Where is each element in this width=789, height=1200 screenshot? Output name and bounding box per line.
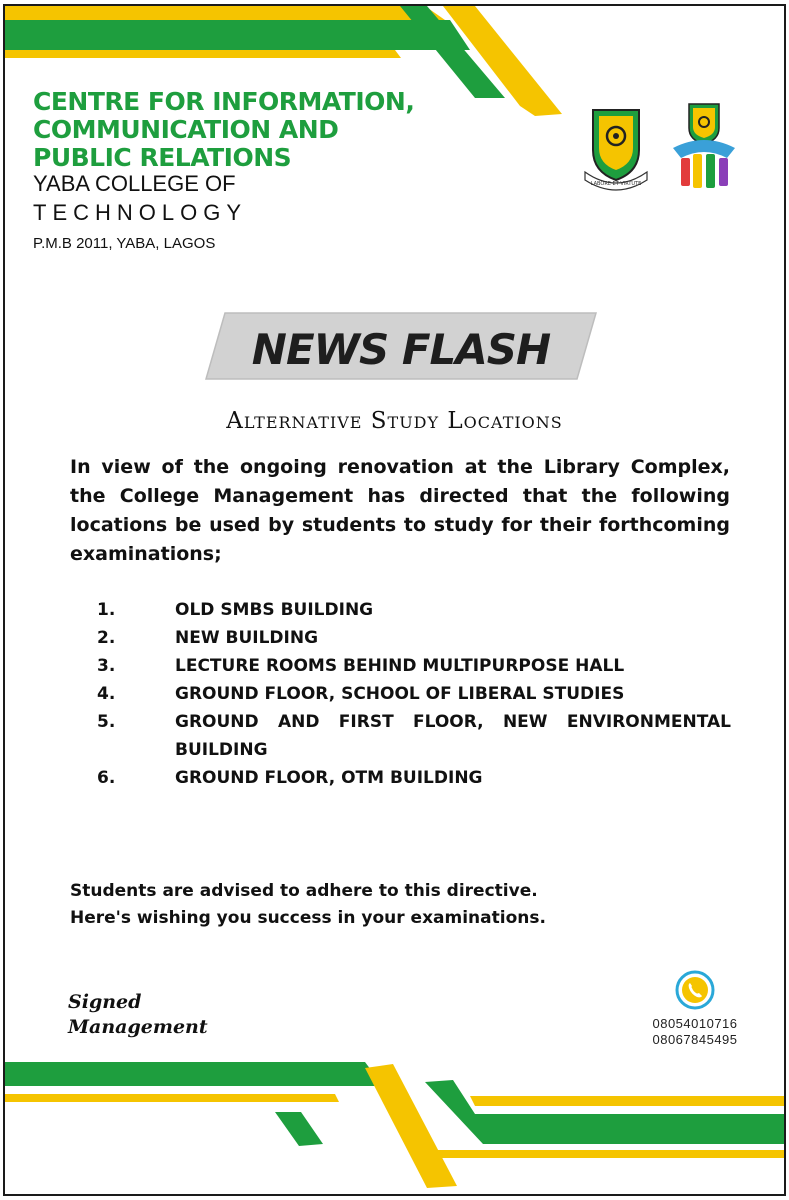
phone-number-2[interactable]: 08067845495 [652, 1032, 738, 1047]
list-item [97, 652, 731, 680]
notice-intro: In view of the ongoing renovation at the Library Complex, the College Management has directed that the following locations be used by students to study for their forthcoming examinations; [70, 456, 730, 565]
crest-motto: LABORE ET VIRTUTE [590, 181, 642, 187]
signature-block [68, 990, 208, 1040]
list-item-number: 5. [97, 712, 116, 732]
list-item-text: LECTURE ROOMS BEHIND MULTIPURPOSE HALL [175, 656, 625, 676]
list-item-text: GROUND AND FIRST FLOOR, NEW ENVIRONMENTAL BUILDING [175, 712, 731, 760]
list-item-number: 6. [97, 768, 116, 788]
phone-number-1[interactable]: 08054010716 [652, 1016, 738, 1031]
notice-heading: Alternative Study Locations [226, 408, 563, 434]
college-logos [577, 102, 747, 196]
list-item-number: 2. [97, 628, 116, 648]
centre-title: CENTRE FOR INFORMATION, COMMUNICATION AND PUBLIC RELATIONS [33, 87, 415, 172]
signature-line-2: Management [68, 1016, 208, 1038]
list-item-number: 3. [97, 656, 116, 676]
list-item-number: 1. [97, 600, 116, 620]
contact-block [625, 970, 765, 1048]
page-frame [3, 4, 786, 1196]
list-item [97, 680, 731, 708]
closing-remarks [70, 878, 730, 932]
list-item-text: GROUND FLOOR, SCHOOL OF LIBERAL STUDIES [175, 684, 625, 704]
list-item-text: NEW BUILDING [175, 628, 319, 648]
phone-icon [675, 970, 715, 1010]
news-flash-banner [203, 310, 599, 382]
list-item [97, 708, 731, 764]
list-item [97, 624, 731, 652]
closing-line-2: Here's wishing you success in your examinations. [70, 908, 546, 928]
list-item [97, 596, 731, 624]
college-name-line2: TECHNOLOGY [33, 200, 248, 225]
closing-line-1: Students are advised to adhere to this directive. [70, 881, 538, 901]
signature-line-1: Signed [68, 991, 142, 1013]
news-flash-text: NEWS FLASH [251, 325, 551, 374]
list-item-text: OLD SMBS BUILDING [175, 600, 374, 620]
anniversary-logo [673, 104, 735, 188]
list-item [97, 764, 731, 792]
list-item-text: GROUND FLOOR, OTM BUILDING [175, 768, 483, 788]
bottom-stripes-decoration [5, 1054, 784, 1194]
locations-list [97, 596, 731, 792]
college-crest-logo [585, 110, 647, 190]
college-name-line1: YABA COLLEGE OF [33, 171, 236, 196]
list-item-number: 4. [97, 684, 116, 704]
college-address: P.M.B 2011, YABA, LAGOS [33, 235, 216, 252]
